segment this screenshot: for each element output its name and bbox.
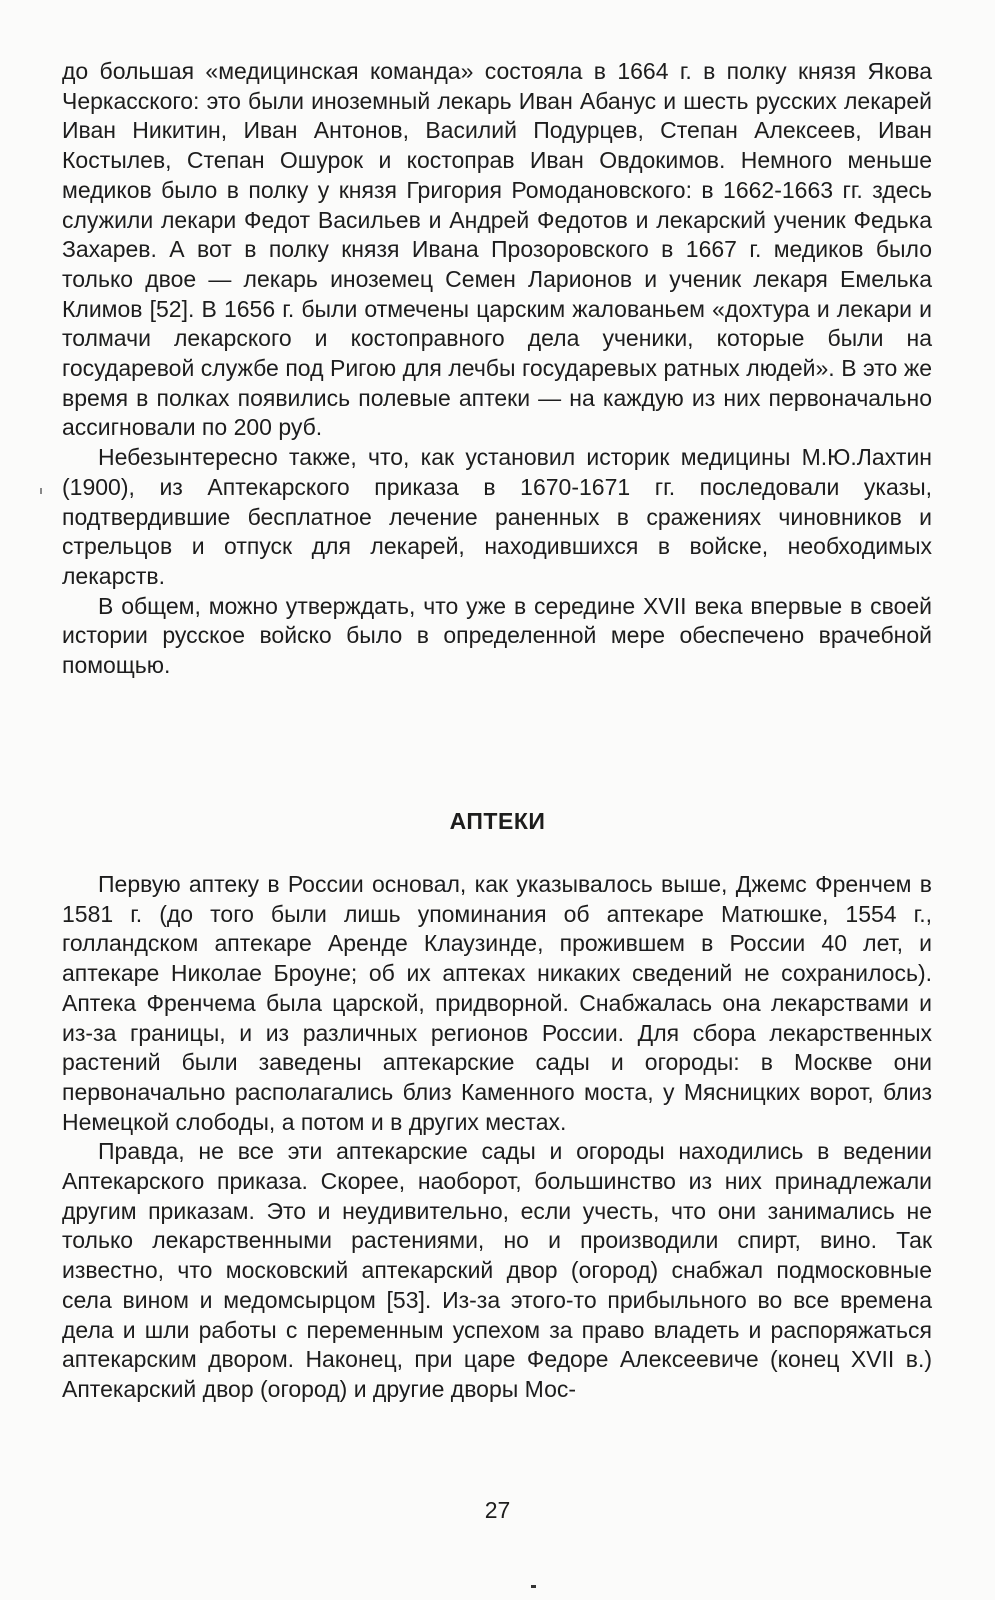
paragraph: Небезынтересно также, что, как установил историк медицины М.Ю.Лахтин (1900), из Аптекарского приказа в 1670-1671 гг. последовали указы, подтвердившие бесплатное лечение раненных в сражениях чиновников и стрельцов и отпуск для лекарей, находившихся в войске, необходимых лекарств. [62,444,932,589]
paragraph-continued: до большая «медицинская команда» состояла в 1664 г. в полку князя Якова Черкасского: это были иноземный лекарь Иван Абанус и шесть русских лекарей Иван Никитин, Иван Антонов, Василий Подурцев, Степан Алексеев, Иван Костылев, Степан Ошурок и костоправ Иван Овдокимов. Немного меньше медиков было в полку у князя Григория Ромодановского: в 1662-1663 гг. здесь служили лекари Федот Васильев и Андрей Федотов и лекарский ученик Федька Захарев. А вот в полку князя Ивана Прозоровского в 1667 г. медиков было только двое — лекарь иноземец Семен Ларионов и ученик лекаря Емелька Климов [52]. В 1656 г. были отмечены царским жалованьем «дохтура и лекари и толмачи лекарского и костоправного дела ученики, которые были на государевой службе под Ригою для лечбы государевых ратных людей». В это же время в полках появились полевые аптеки — на каждую из них первоначально ассигновали по 200 руб. [62,58,932,441]
scan-artifact [531,1585,536,1588]
paragraph: В общем, можно утверждать, что уже в середине XVII века впервые в своей истории русское войско было в определенной мере обеспечено врачебной помощью. [62,592,932,679]
body-text-top [62,57,932,681]
paragraph: Первую аптеку в России основал, как указывалось выше, Джемс Френчем в 1581 г. (до того были лишь упоминания об аптекаре Матюшке, 1554 г., голландском аптекаре Аренде Клаузинде, прожившем в России 40 лет, и аптекаре Николае Броуне; об их аптеках никаких сведений не сохранилось). Аптека Френчема была царской, придворной. Снабжалась она лекарствами и из-за границы, и из различных регионов России. Для сбора лекарственных растений были заведены аптекарские сады и огороды: в Москве они первоначально располагались близ Каменного моста, у Мясницких ворот, близ Немецкой слободы, а потом и в других местах. [62,871,932,1135]
section-heading: АПТЕКИ [449,808,546,834]
paragraph: Правда, не все эти аптекарские сады и огороды находились в ведении Аптекарского приказа. Скорее, наоборот, большинство из них принадлежали другим приказам. Это и неудивительно, если учесть, что они занимались не только лекарственными растениями, но и производили спирт, вино. Так известно, что московский аптекарский двор (огород) снабжал подмосковные села вином и медомсырцом [53]. Из-за этого-то прибыльного во все времена дела и шли работы с переменным успехом за право владеть и распоряжаться аптекарским двором. Наконец, при царе Федоре Алексеевиче (конец XVII в.) Аптекарский двор (огород) и другие дворы Мос- [62,1138,932,1402]
body-text-section [62,870,932,1405]
scan-artifact [40,488,42,494]
page-number: 27 [484,1497,511,1523]
